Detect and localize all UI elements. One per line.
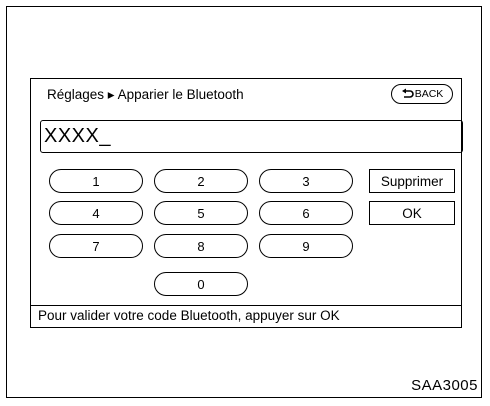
back-button-label: BACK: [414, 88, 444, 100]
key-4[interactable]: 4: [49, 201, 143, 225]
key-3[interactable]: 3: [259, 169, 353, 193]
code-input-field[interactable]: XXXX_: [40, 120, 463, 153]
breadcrumb: Réglages ▸ Apparier le Bluetooth: [47, 87, 244, 102]
status-bar: Pour valider votre code Bluetooth, appuyer sur OK: [31, 305, 461, 327]
key-2[interactable]: 2: [154, 169, 248, 193]
key-7[interactable]: 7: [49, 234, 143, 258]
pairing-screen: [30, 78, 462, 328]
delete-button[interactable]: Supprimer: [369, 169, 455, 193]
back-arrow-icon: [401, 88, 414, 100]
key-0[interactable]: 0: [154, 272, 248, 296]
figure-code: SAA3005: [411, 377, 478, 394]
back-button[interactable]: [391, 84, 453, 104]
key-5[interactable]: 5: [154, 201, 248, 225]
key-6[interactable]: 6: [259, 201, 353, 225]
ok-button[interactable]: OK: [369, 201, 455, 225]
key-9[interactable]: 9: [259, 234, 353, 258]
key-1[interactable]: 1: [49, 169, 143, 193]
key-8[interactable]: 8: [154, 234, 248, 258]
